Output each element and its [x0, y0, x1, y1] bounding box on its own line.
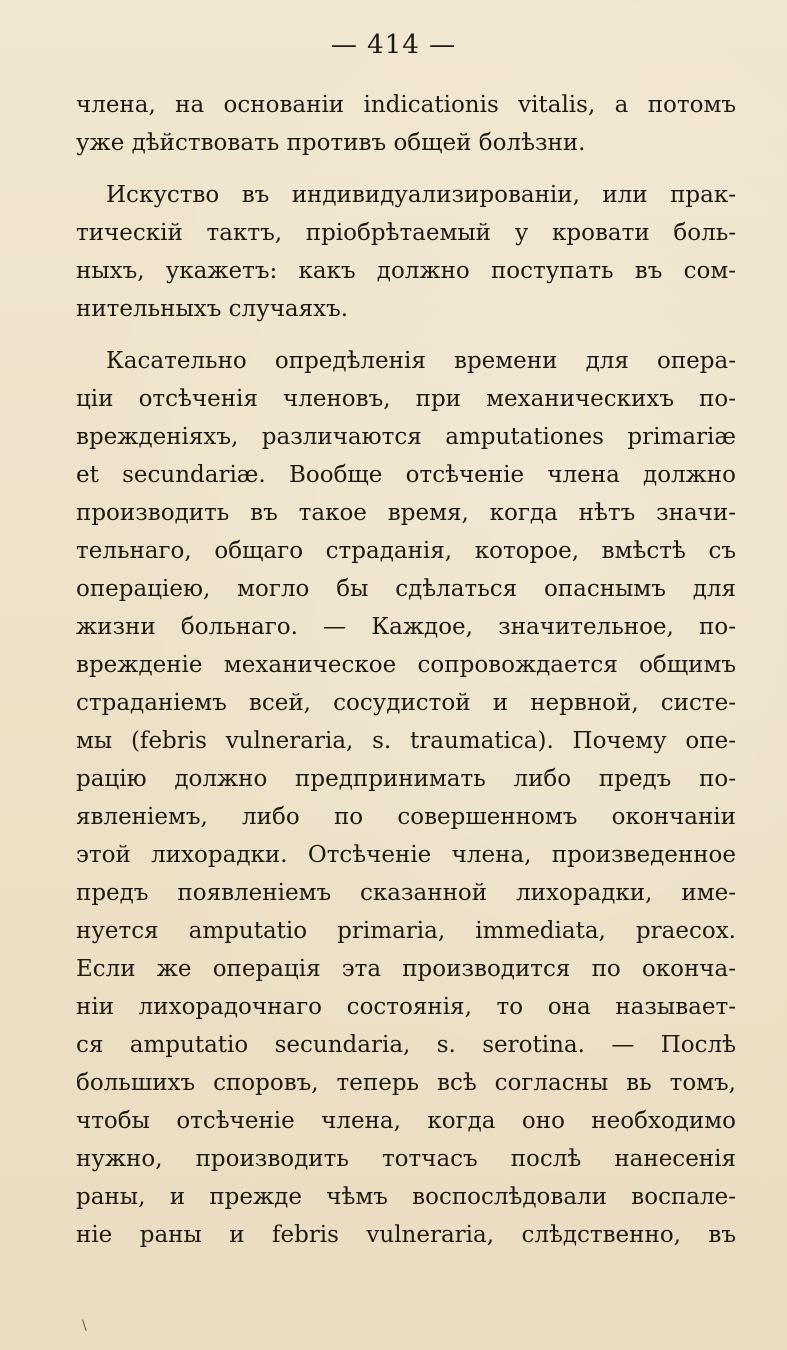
text-line: жизни больнаго. — Каждое, значительное, по-	[76, 614, 736, 640]
paragraph-2	[76, 176, 736, 328]
text-line: предъ появленіемъ сказанной лихорадки, име-	[76, 880, 736, 906]
body-text	[76, 86, 736, 1254]
text-line: рацію должно предпринимать либо предъ по-	[76, 766, 736, 792]
text-line: члена, на основаніи indicationis vitalis, а потомъ	[76, 92, 736, 118]
text-line: большихъ споровъ, теперь всѣ согласны вь томъ,	[76, 1070, 736, 1096]
text-line: ся amputatio secundaria, s. serotina. — Послѣ	[76, 1032, 736, 1058]
text-line: нительныхъ случаяхъ.	[76, 296, 349, 322]
text-line: раны, и прежде чѣмъ воспослѣдовали воспале-	[76, 1184, 736, 1210]
text-line: уже дѣйствовать противъ общей болѣзни.	[76, 130, 586, 156]
text-line: ныхъ, укажетъ: какъ должно поступать въ сом-	[76, 258, 736, 284]
text-line: тельнаго, общаго страданія, которое, вмѣстѣ съ	[76, 538, 736, 564]
text-line: нуется amputatio primaria, immediata, praecox.	[76, 918, 736, 944]
stray-ink-mark: \	[82, 1318, 87, 1334]
page-number: — 414 —	[330, 30, 457, 60]
text-line: Если же операція эта производится по оконча-	[76, 956, 736, 982]
text-line: Касательно опредѣленія времени для опера-	[106, 348, 736, 374]
text-line: врежденіяхъ, различаются amputationes primariæ	[76, 424, 736, 450]
text-line: мы (febris vulneraria, s. traumatica). Почему опе-	[76, 728, 736, 754]
text-line: врежденіе механическое сопровождается общимъ	[76, 652, 736, 678]
text-line: ніи лихорадочнаго состоянія, то она называет-	[76, 994, 736, 1020]
text-line: Искуство въ индивидуализированіи, или прак-	[106, 182, 736, 208]
text-line: этой лихорадки. Отсѣченіе члена, произведенное	[76, 842, 736, 868]
paragraph-1	[76, 86, 736, 162]
text-line: производить въ такое время, когда нѣтъ значи-	[76, 500, 736, 526]
text-line: нужно, производить тотчасъ послѣ нанесенія	[76, 1146, 736, 1172]
text-line: ціи отсѣченія членовъ, при механическихъ по-	[76, 386, 736, 412]
text-line: ніе раны и febris vulneraria, слѣдственно, въ	[76, 1222, 736, 1248]
text-line: страданіемъ всей, сосудистой и нервной, систе-	[76, 690, 736, 716]
text-line: тическій тактъ, пріобрѣтаемый у кровати боль-	[76, 220, 736, 246]
paragraph-3	[76, 342, 736, 1254]
text-line: чтобы отсѣченіе члена, когда оно необходимо	[76, 1108, 736, 1134]
text-line: et secundariæ. Вообще отсѣченіе члена должно	[76, 462, 736, 488]
text-line: операціею, могло бы сдѣлаться опаснымъ для	[76, 576, 736, 602]
text-line: явленіемъ, либо по совершенномъ окончаніи	[76, 804, 736, 830]
